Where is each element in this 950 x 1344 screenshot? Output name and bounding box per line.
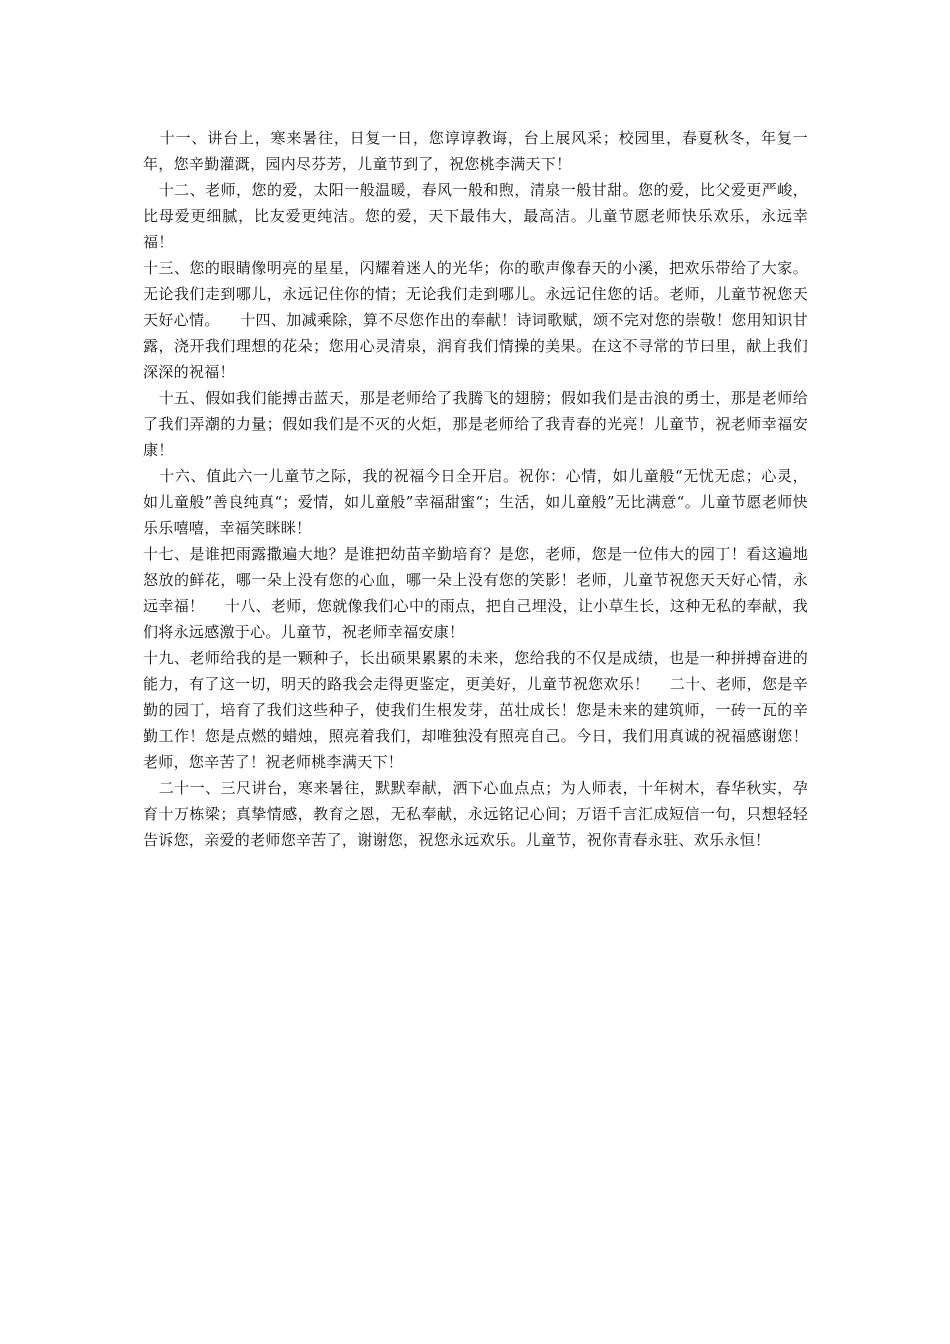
paragraph-13-14: 十三、您的眼睛像明亮的星星，闪耀着迷人的光华；你的歌声像春天的小溪，把欢乐带给了大家。无论我们走到哪儿，永远记住你的情；无论我们走到哪儿。永远记住您的话。老师，儿童节祝您天天好心情。 十四、加减乘除，算不尽您作出的奉献！诗词歌赋，颂不完对您的崇敬！您用知识甘露，浇开我们理想的花朵；您用心灵清泉，润育我们情操的美果。在这不寻常的节曰里，献上我们深深的祝福！: [143, 259, 808, 381]
paragraph-12: 十二、老师，您的爱，太阳一般温暖，春风一般和煦，清泉一般甘甜。您的爱，比父爱更严峻，比母爱更细腻，比友爱更纯洁。您的爱，天下最伟大，最高洁。儿童节愿老师快乐欢乐，永远幸福！: [143, 181, 808, 251]
paragraph-19-20: 十九、老师给我的是一颗种子，长出硕果累累的未来，您给我的不仅是成绩，也是一种拼搏奋进的能力，有了这一切，明天的路我会走得更鉴定，更美好，儿童节祝您欢乐！ 二十、老师，您是辛勤的园丁，培育了我们这些种子，使我们生根发芽，茁壮成长！您是未来的建筑师，一砖一瓦的辛勤工作！您是点燃的蜡烛，照亮着我们，却唯独没有照亮自己。今日，我们用真诚的祝福感谢您！老师，您辛苦了！祝老师桃李满天下！: [143, 649, 808, 771]
paragraph-17-18: 十七、是谁把雨露撒遍大地？是谁把幼苗辛勤培育？是您，老师，您是一位伟大的园丁！看这遍地怒放的鲜花，哪一朵上没有您的心血，哪一朵上没有您的笑影！老师，儿童节祝您天天好心情，永远幸福！ 十八、老师，您就像我们心中的雨点，把自己埋没，让小草生长，这种无私的奉献，我们将永远感激于心。儿童节，祝老师幸福安康！: [143, 545, 808, 641]
paragraph-21: 二十一、三尺讲台，寒来暑往，默默奉献，洒下心血点点；为人师表，十年树木，春华秋实，孕育十万栋梁；真挚情感，教育之恩，无私奉献，永远铭记心间；万语千言汇成短信一句，只想轻轻告诉您，亲爱的老师您辛苦了，谢谢您，祝您永远欢乐。儿童节，祝你青春永驻、欢乐永恒！: [143, 779, 808, 849]
paragraph-11: 十一、讲台上，寒来暑往，日复一日，您谆谆教诲，台上展风采；校园里，春夏秋冬，年复一年，您辛勤灌溉，园内尽芬芳，儿童节到了，祝您桃李满天下！: [143, 129, 808, 173]
document-body: [143, 125, 808, 853]
paragraph-16: 十六、值此六一儿童节之际，我的祝福今日全开启。祝你：心情，如儿童般“无忧无虑；心灵，如儿童般”善良纯真“；爱情，如儿童般”幸福甜蜜“；生活，如儿童般”无比满意“。儿童节愿老师快乐乐嘻嘻，幸福笑眯眯！: [143, 467, 808, 537]
paragraph-15: 十五、假如我们能搏击蓝天，那是老师给了我腾飞的翅膀；假如我们是击浪的勇士，那是老师给了我们弄潮的力量；假如我们是不灭的火炬，那是老师给了我青春的光亮！儿童节，祝老师幸福安康！: [143, 389, 808, 459]
